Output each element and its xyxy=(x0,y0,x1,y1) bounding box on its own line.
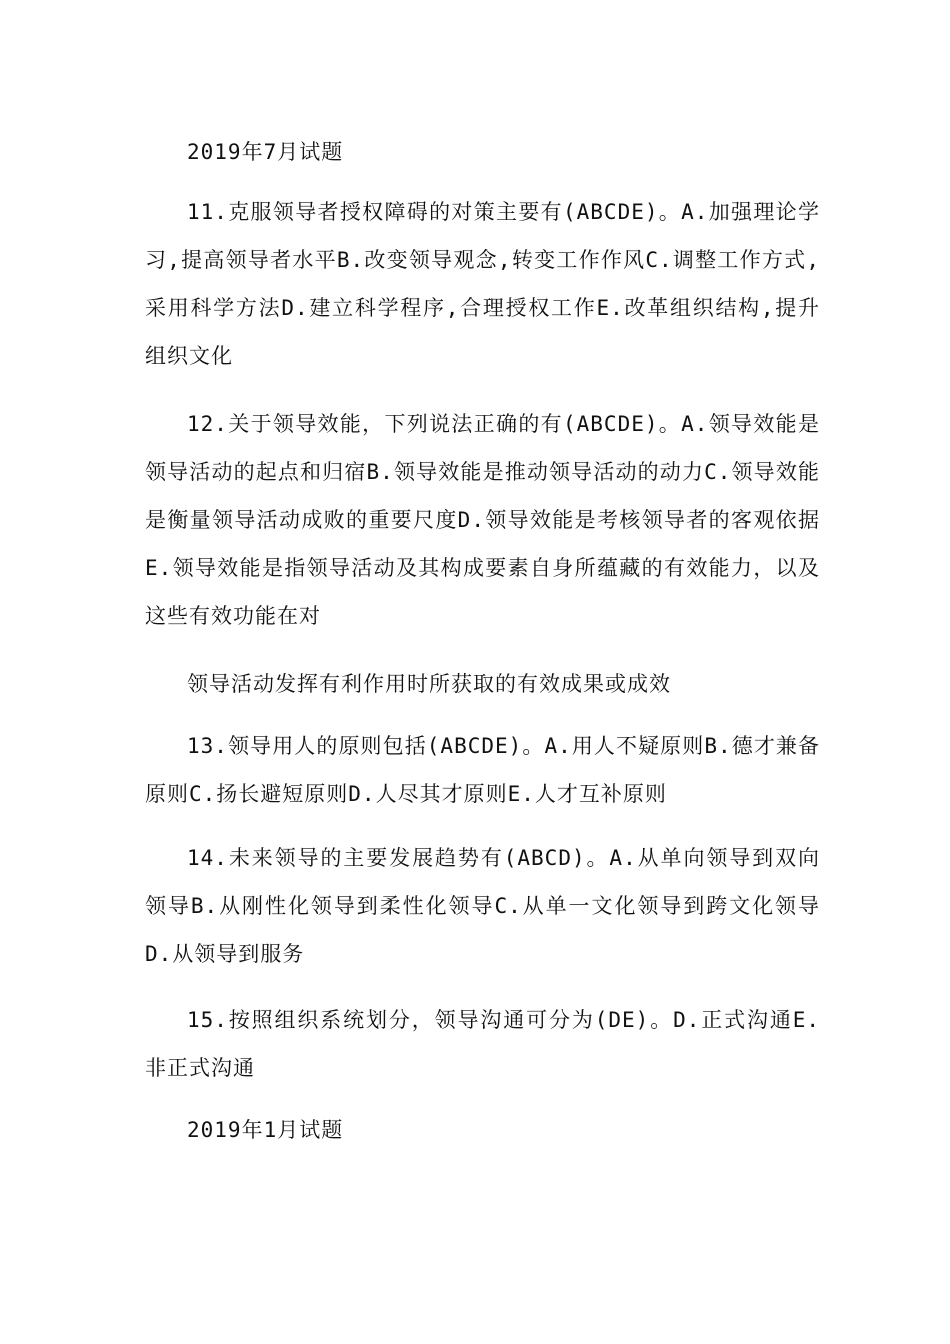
section-heading-2019-january: 2019年1月试题 xyxy=(187,1118,344,1142)
question-11: 11.克服领导者授权障碍的对策主要有(ABCDE)。A.加强理论学习,提高领导者水平B.改变领导观念,转变工作作风C.调整工作方式,采用科学方法D.建立科学程序,合理授权工作E.改革组织结构,提升组织文化 xyxy=(145,200,820,368)
question-14: 14.未来领导的主要发展趋势有(ABCD)。A.从单向领导到双向领导B.从刚性化领导到柔性化领导C.从单一文化领导到跨文化领导D.从领导到服务 xyxy=(145,846,820,966)
question-12-continuation: 领导活动发挥有利作用时所获取的有效成果或成效 xyxy=(187,672,671,696)
question-15: 15.按照组织系统划分，领导沟通可分为(DE)。D.正式沟通E.非正式沟通 xyxy=(145,1008,820,1080)
question-12: 12.关于领导效能，下列说法正确的有(ABCDE)。A.领导效能是领导活动的起点和归宿B.领导效能是推动领导活动的动力C.领导效能是衡量领导活动成败的重要尺度D.领导效能是考核领导者的客观依据E.领导效能是指领导活动及其构成要素自身所蕴藏的有效能力，以及这些有效功能在对 xyxy=(145,412,820,628)
section-heading-2019-july: 2019年7月试题 xyxy=(187,140,344,164)
question-13: 13.领导用人的原则包括(ABCDE)。A.用人不疑原则B.德才兼备原则C.扬长避短原则D.人尽其才原则E.人才互补原则 xyxy=(145,734,820,806)
